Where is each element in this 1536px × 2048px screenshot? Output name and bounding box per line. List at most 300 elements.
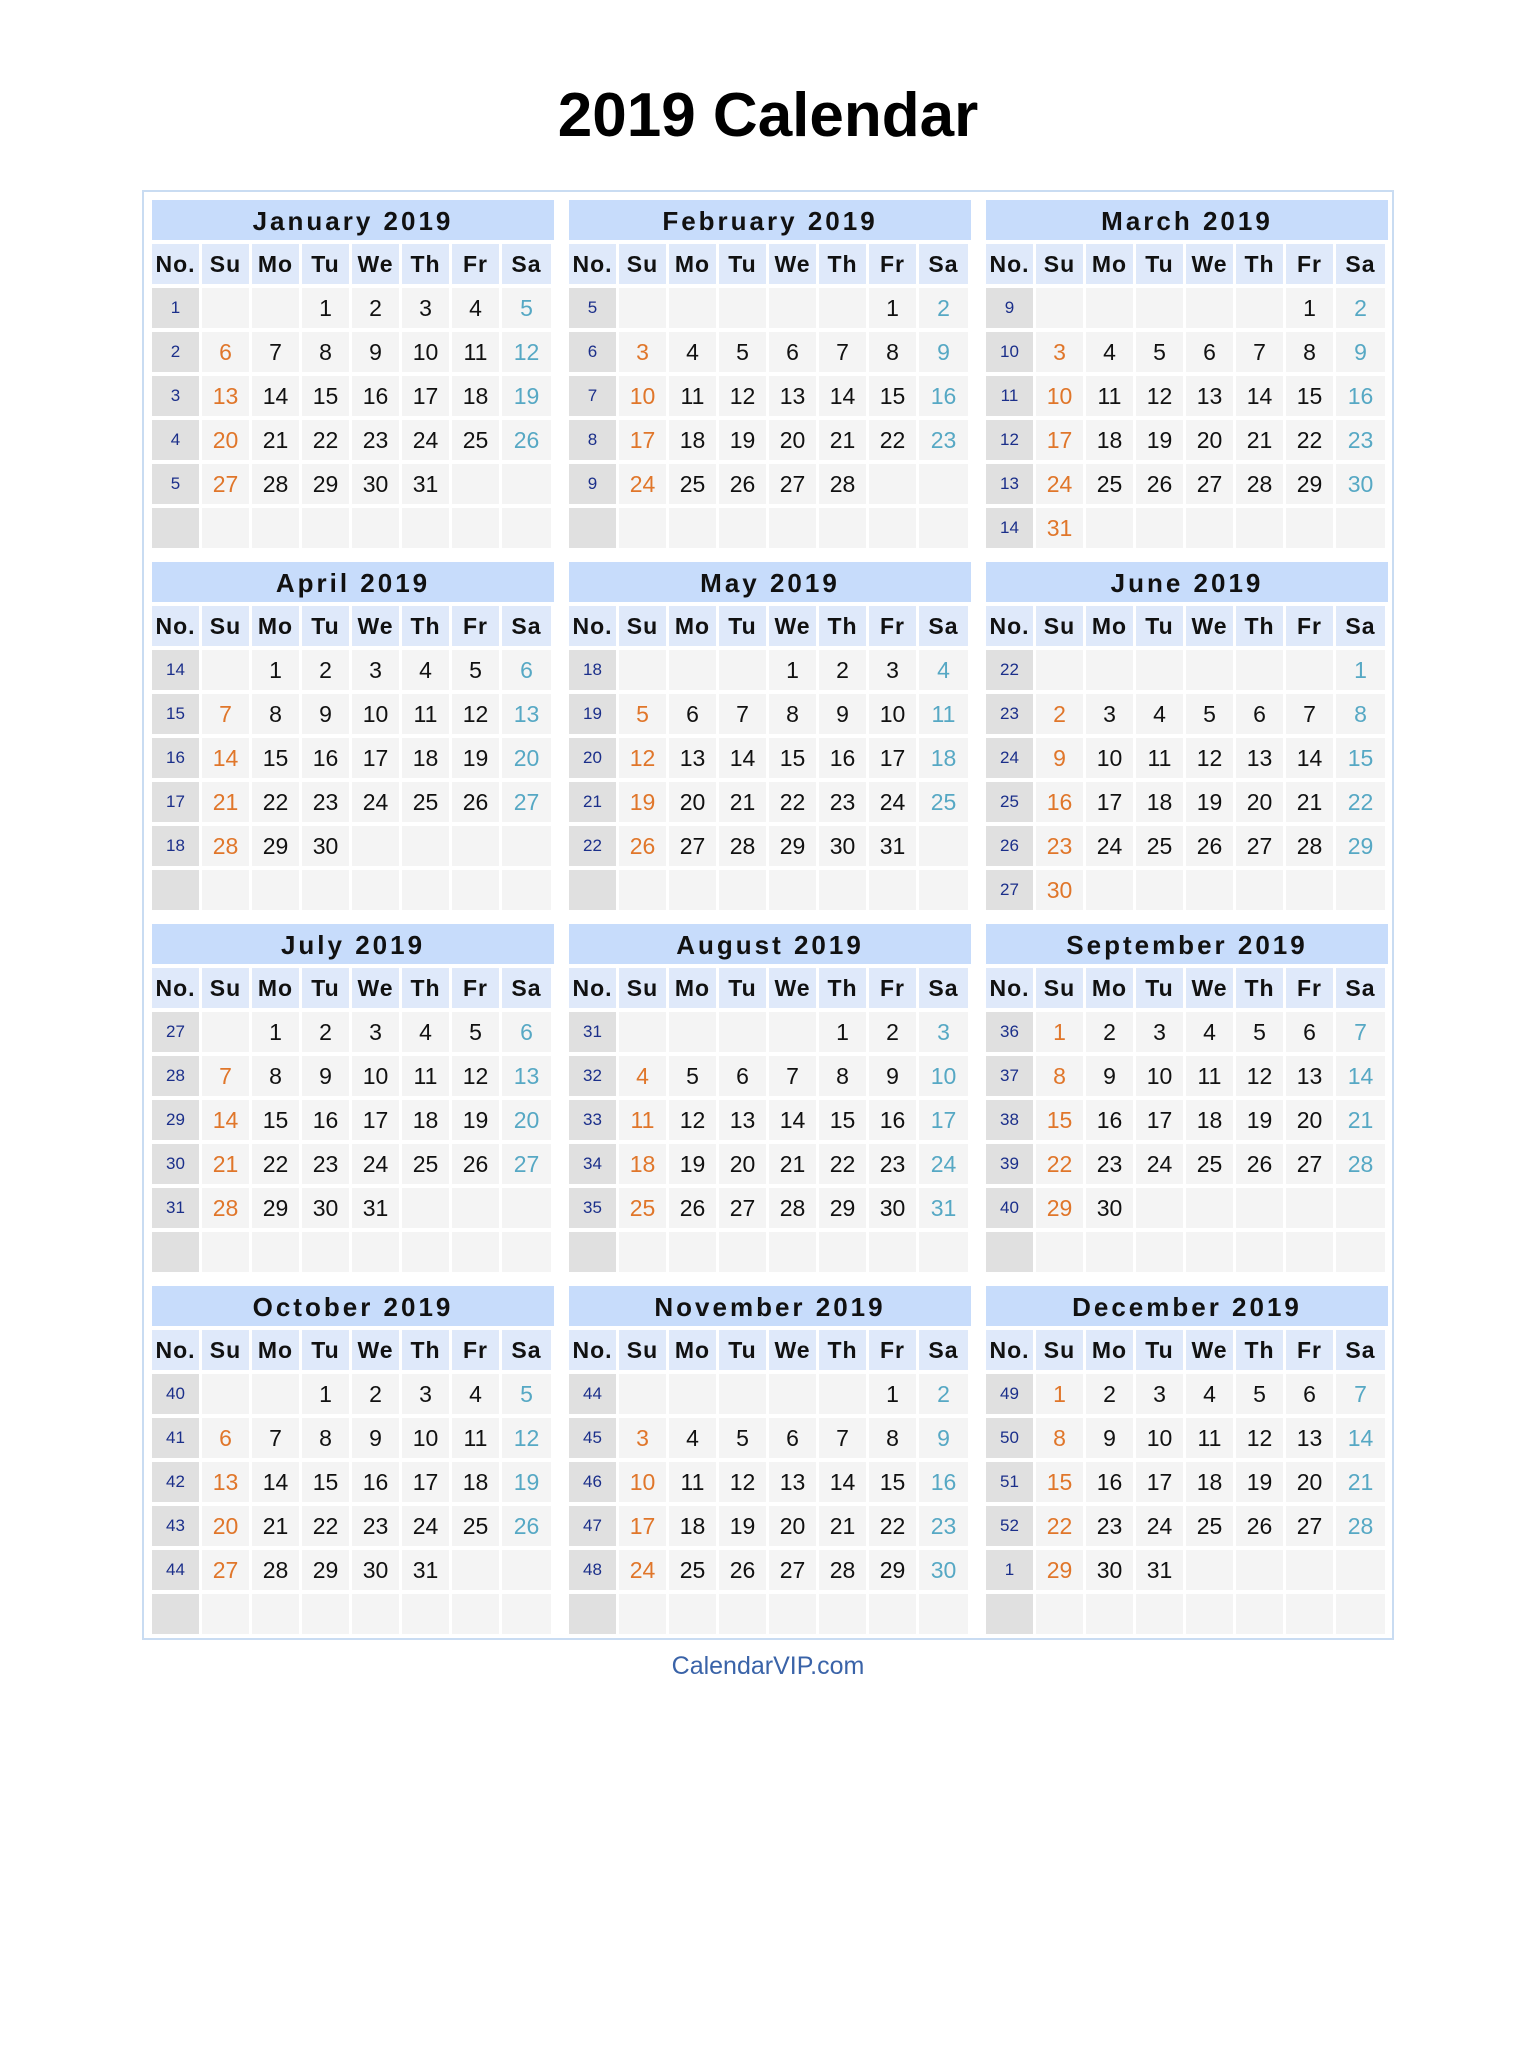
day-cell: 30 [302, 1188, 349, 1228]
weekday-header: We [1186, 606, 1233, 646]
day-cell: 22 [1036, 1506, 1083, 1546]
day-cell [302, 1232, 349, 1272]
day-cell: 5 [452, 1012, 499, 1052]
weekday-header: Sa [502, 1330, 551, 1370]
day-cell: 7 [719, 694, 766, 734]
day-cell [202, 870, 249, 910]
week-number: 31 [569, 1012, 616, 1052]
day-cell: 21 [252, 420, 299, 460]
week-number-header: No. [569, 1330, 616, 1370]
week-row [152, 1594, 554, 1634]
day-cell: 19 [1186, 782, 1233, 822]
day-cell: 3 [869, 650, 916, 690]
day-cell [719, 1594, 766, 1634]
day-cell: 26 [502, 420, 551, 460]
day-cell: 8 [302, 1418, 349, 1458]
week-number [152, 1594, 199, 1634]
day-cell: 9 [919, 332, 968, 372]
week-number: 14 [986, 508, 1033, 548]
weekday-header: Fr [1286, 1330, 1333, 1370]
weekday-header: Su [619, 968, 666, 1008]
day-cell [819, 1232, 866, 1272]
weekday-header: Mo [1086, 1330, 1133, 1370]
day-cell: 7 [252, 332, 299, 372]
day-cell: 25 [669, 1550, 716, 1590]
week-row [569, 1144, 971, 1184]
week-row [152, 1232, 554, 1272]
weekday-header: Mo [252, 244, 299, 284]
day-cell: 8 [869, 1418, 916, 1458]
weekday-header: Su [202, 1330, 249, 1370]
day-cell: 2 [302, 1012, 349, 1052]
day-cell: 24 [619, 1550, 666, 1590]
day-cell: 2 [1036, 694, 1083, 734]
day-cell: 13 [502, 1056, 551, 1096]
weekday-header: Fr [869, 1330, 916, 1370]
day-cell: 29 [819, 1188, 866, 1228]
day-cell: 25 [452, 420, 499, 460]
day-cell: 26 [1186, 826, 1233, 866]
day-cell: 22 [252, 1144, 299, 1184]
day-cell: 3 [352, 1012, 399, 1052]
day-cell: 21 [819, 420, 866, 460]
day-cell: 18 [619, 1144, 666, 1184]
day-cell: 6 [1286, 1012, 1333, 1052]
day-cell [252, 288, 299, 328]
day-cell: 8 [252, 694, 299, 734]
day-cell: 18 [402, 738, 449, 778]
day-cell: 23 [352, 1506, 399, 1546]
day-cell [452, 826, 499, 866]
day-cell: 7 [202, 694, 249, 734]
day-cell: 30 [1086, 1188, 1133, 1228]
week-row [152, 694, 554, 734]
day-cell: 23 [1086, 1506, 1133, 1546]
day-cell [769, 508, 816, 548]
day-cell: 15 [302, 1462, 349, 1502]
day-cell: 20 [769, 420, 816, 460]
weekday-header: Mo [1086, 606, 1133, 646]
day-cell [1086, 1232, 1133, 1272]
week-number: 33 [569, 1100, 616, 1140]
day-cell: 20 [769, 1506, 816, 1546]
day-cell: 3 [619, 1418, 666, 1458]
week-row [569, 332, 971, 372]
day-cell: 18 [669, 420, 716, 460]
day-cell [1086, 288, 1133, 328]
day-cell: 25 [1186, 1144, 1233, 1184]
weekday-header: Mo [252, 1330, 299, 1370]
day-cell: 9 [302, 694, 349, 734]
day-cell [819, 870, 866, 910]
day-cell: 16 [302, 1100, 349, 1140]
day-cell [919, 508, 968, 548]
day-cell: 29 [1036, 1188, 1083, 1228]
weekday-header: Sa [502, 244, 551, 284]
day-cell: 17 [1086, 782, 1133, 822]
day-cell: 16 [352, 376, 399, 416]
day-cell: 20 [719, 1144, 766, 1184]
weekday-header: Tu [1136, 606, 1183, 646]
week-number: 39 [986, 1144, 1033, 1184]
day-cell [1186, 1594, 1233, 1634]
day-cell: 15 [252, 738, 299, 778]
day-cell: 3 [619, 332, 666, 372]
week-number [569, 1594, 616, 1634]
week-number: 1 [986, 1550, 1033, 1590]
week-number: 13 [986, 464, 1033, 504]
day-cell: 27 [502, 782, 551, 822]
day-cell: 13 [769, 1462, 816, 1502]
day-cell: 21 [1236, 420, 1283, 460]
day-cell: 22 [1286, 420, 1333, 460]
week-row [152, 782, 554, 822]
day-cell: 24 [402, 1506, 449, 1546]
day-cell: 24 [402, 420, 449, 460]
day-cell [1336, 508, 1385, 548]
day-cell: 16 [352, 1462, 399, 1502]
day-cell: 21 [202, 782, 249, 822]
week-number: 43 [152, 1506, 199, 1546]
day-cell [669, 870, 716, 910]
week-number [569, 870, 616, 910]
day-cell [919, 870, 968, 910]
day-cell: 31 [869, 826, 916, 866]
day-cell: 8 [1036, 1056, 1083, 1096]
day-cell [619, 1374, 666, 1414]
week-row [569, 1462, 971, 1502]
day-cell: 14 [719, 738, 766, 778]
week-row [152, 1188, 554, 1228]
week-number [569, 1232, 616, 1272]
week-row [152, 508, 554, 548]
day-cell [919, 826, 968, 866]
day-cell: 21 [1336, 1100, 1385, 1140]
day-cell: 30 [869, 1188, 916, 1228]
day-cell: 12 [452, 1056, 499, 1096]
day-cell [1286, 1232, 1333, 1272]
weekday-header: Fr [1286, 968, 1333, 1008]
week-row [152, 376, 554, 416]
day-cell: 25 [1136, 826, 1183, 866]
weekday-header-row [152, 1330, 554, 1370]
weekday-header: We [352, 1330, 399, 1370]
weekday-header: Sa [919, 606, 968, 646]
week-number: 2 [152, 332, 199, 372]
weekday-header: Tu [1136, 244, 1183, 284]
weekday-header: Sa [1336, 244, 1385, 284]
day-cell: 19 [619, 782, 666, 822]
day-cell: 21 [1286, 782, 1333, 822]
weekday-header: We [769, 1330, 816, 1370]
day-cell [719, 508, 766, 548]
day-cell [352, 1594, 399, 1634]
weekday-header: Su [202, 244, 249, 284]
weekday-header: Th [819, 606, 866, 646]
week-row [986, 1506, 1388, 1546]
day-cell: 22 [869, 420, 916, 460]
day-cell: 29 [1286, 464, 1333, 504]
day-cell: 7 [819, 332, 866, 372]
day-cell: 23 [1336, 420, 1385, 460]
week-row [569, 650, 971, 690]
day-cell [769, 1232, 816, 1272]
day-cell: 22 [769, 782, 816, 822]
day-cell [769, 870, 816, 910]
day-cell: 21 [1336, 1462, 1385, 1502]
week-number: 44 [569, 1374, 616, 1414]
day-cell: 2 [352, 288, 399, 328]
weekday-header-row [152, 606, 554, 646]
day-cell: 1 [252, 1012, 299, 1052]
day-cell: 19 [1136, 420, 1183, 460]
month-header: April 2019 [152, 562, 554, 602]
day-cell: 25 [1086, 464, 1133, 504]
day-cell: 18 [402, 1100, 449, 1140]
week-number: 40 [986, 1188, 1033, 1228]
day-cell [1186, 508, 1233, 548]
day-cell: 19 [719, 420, 766, 460]
day-cell: 5 [1236, 1374, 1283, 1414]
weekday-header: Th [1236, 244, 1283, 284]
day-cell: 25 [669, 464, 716, 504]
day-cell: 6 [669, 694, 716, 734]
week-number: 36 [986, 1012, 1033, 1052]
day-cell: 19 [1236, 1462, 1283, 1502]
weekday-header-row [986, 606, 1388, 646]
day-cell [619, 870, 666, 910]
day-cell: 21 [719, 782, 766, 822]
day-cell [1036, 288, 1083, 328]
day-cell: 26 [669, 1188, 716, 1228]
week-row [986, 1374, 1388, 1414]
day-cell: 23 [1086, 1144, 1133, 1184]
weekday-header: Th [1236, 1330, 1283, 1370]
week-number: 32 [569, 1056, 616, 1096]
week-number: 9 [569, 464, 616, 504]
day-cell: 11 [1136, 738, 1183, 778]
day-cell: 8 [1036, 1418, 1083, 1458]
day-cell: 27 [502, 1144, 551, 1184]
weekday-header: We [352, 244, 399, 284]
day-cell: 30 [919, 1550, 968, 1590]
day-cell [202, 508, 249, 548]
day-cell: 1 [1036, 1374, 1083, 1414]
day-cell [1286, 1188, 1333, 1228]
day-cell: 18 [1186, 1100, 1233, 1140]
week-row [986, 332, 1388, 372]
day-cell: 6 [1186, 332, 1233, 372]
day-cell [1136, 1188, 1183, 1228]
weekday-header: Su [1036, 606, 1083, 646]
day-cell [202, 1012, 249, 1052]
week-number: 22 [986, 650, 1033, 690]
week-row [986, 464, 1388, 504]
day-cell: 28 [202, 826, 249, 866]
week-number: 27 [986, 870, 1033, 910]
day-cell [619, 1594, 666, 1634]
day-cell: 6 [1236, 694, 1283, 734]
day-cell: 10 [1136, 1056, 1183, 1096]
day-cell [1186, 1550, 1233, 1590]
week-row [986, 870, 1388, 910]
week-number: 48 [569, 1550, 616, 1590]
day-cell [819, 508, 866, 548]
day-cell: 13 [1286, 1418, 1333, 1458]
day-cell [502, 1594, 551, 1634]
day-cell: 7 [1336, 1012, 1385, 1052]
weekday-header: Su [1036, 244, 1083, 284]
day-cell [719, 1232, 766, 1272]
day-cell: 8 [769, 694, 816, 734]
week-number-header: No. [152, 606, 199, 646]
day-cell [302, 870, 349, 910]
week-row [986, 288, 1388, 328]
day-cell: 17 [352, 1100, 399, 1140]
day-cell: 4 [452, 1374, 499, 1414]
week-number-header: No. [569, 244, 616, 284]
day-cell: 29 [252, 1188, 299, 1228]
day-cell: 1 [769, 650, 816, 690]
day-cell: 16 [1086, 1462, 1133, 1502]
week-number: 11 [986, 376, 1033, 416]
day-cell [1136, 288, 1183, 328]
day-cell [1286, 508, 1333, 548]
week-row [152, 1462, 554, 1502]
month-header: November 2019 [569, 1286, 971, 1326]
week-row [986, 376, 1388, 416]
weekday-header: Sa [1336, 968, 1385, 1008]
week-number: 9 [986, 288, 1033, 328]
day-cell: 19 [502, 376, 551, 416]
day-cell: 24 [919, 1144, 968, 1184]
day-cell: 25 [919, 782, 968, 822]
day-cell: 2 [302, 650, 349, 690]
weekday-header: Th [402, 1330, 449, 1370]
weekday-header: Mo [669, 606, 716, 646]
day-cell: 13 [769, 376, 816, 416]
day-cell: 15 [1336, 738, 1385, 778]
day-cell: 29 [869, 1550, 916, 1590]
day-cell: 8 [869, 332, 916, 372]
day-cell: 16 [869, 1100, 916, 1140]
weekday-header: Tu [1136, 1330, 1183, 1370]
day-cell: 10 [1086, 738, 1133, 778]
day-cell: 28 [252, 464, 299, 504]
day-cell: 26 [502, 1506, 551, 1546]
weekday-header: Fr [1286, 244, 1333, 284]
week-number: 5 [569, 288, 616, 328]
day-cell: 11 [669, 376, 716, 416]
weekday-header: We [352, 606, 399, 646]
day-cell: 12 [1236, 1418, 1283, 1458]
month-header: March 2019 [986, 200, 1388, 240]
day-cell [202, 1594, 249, 1634]
week-number: 16 [152, 738, 199, 778]
day-cell: 23 [919, 1506, 968, 1546]
week-row [986, 1418, 1388, 1458]
day-cell: 28 [1336, 1506, 1385, 1546]
day-cell: 2 [919, 288, 968, 328]
day-cell: 12 [719, 1462, 766, 1502]
day-cell [1236, 1594, 1283, 1634]
day-cell: 24 [352, 782, 399, 822]
day-cell: 13 [1186, 376, 1233, 416]
day-cell [402, 1232, 449, 1272]
day-cell: 12 [1236, 1056, 1283, 1096]
day-cell: 18 [452, 376, 499, 416]
week-row [986, 1594, 1388, 1634]
week-row [986, 1188, 1388, 1228]
day-cell: 19 [452, 1100, 499, 1140]
day-cell: 3 [1036, 332, 1083, 372]
day-cell: 10 [352, 694, 399, 734]
day-cell: 13 [1236, 738, 1283, 778]
weekday-header: We [769, 244, 816, 284]
day-cell [1186, 650, 1233, 690]
day-cell: 14 [202, 1100, 249, 1140]
weekday-header: Su [202, 968, 249, 1008]
day-cell: 16 [819, 738, 866, 778]
month-table [152, 562, 554, 914]
week-number [569, 508, 616, 548]
week-number-header: No. [152, 244, 199, 284]
calendar-frame [142, 190, 1394, 1640]
week-number [986, 1594, 1033, 1634]
week-number: 34 [569, 1144, 616, 1184]
day-cell: 9 [1086, 1056, 1133, 1096]
footer-link[interactable]: CalendarVIP.com [671, 1652, 865, 1680]
day-cell: 25 [402, 1144, 449, 1184]
week-row [152, 1012, 554, 1052]
day-cell [402, 870, 449, 910]
day-cell [502, 464, 551, 504]
day-cell [1236, 1232, 1283, 1272]
month-header: August 2019 [569, 924, 971, 964]
day-cell: 4 [452, 288, 499, 328]
day-cell: 4 [619, 1056, 666, 1096]
day-cell: 26 [619, 826, 666, 866]
week-row [569, 1506, 971, 1546]
weekday-header: Su [1036, 968, 1083, 1008]
day-cell [769, 1374, 816, 1414]
day-cell [869, 1232, 916, 1272]
weekday-header: We [769, 968, 816, 1008]
day-cell: 13 [669, 738, 716, 778]
weekday-header: Su [619, 244, 666, 284]
day-cell [819, 288, 866, 328]
week-row [569, 464, 971, 504]
day-cell [252, 1232, 299, 1272]
week-row [986, 508, 1388, 548]
week-row [152, 650, 554, 690]
day-cell: 9 [919, 1418, 968, 1458]
weekday-header: We [352, 968, 399, 1008]
weekday-header: Tu [302, 968, 349, 1008]
day-cell: 4 [1136, 694, 1183, 734]
day-cell: 3 [402, 1374, 449, 1414]
day-cell: 20 [1186, 420, 1233, 460]
weekday-header: Th [819, 968, 866, 1008]
day-cell: 23 [352, 420, 399, 460]
week-row [569, 694, 971, 734]
day-cell: 11 [619, 1100, 666, 1140]
day-cell: 11 [669, 1462, 716, 1502]
day-cell [252, 1594, 299, 1634]
day-cell: 22 [869, 1506, 916, 1546]
day-cell: 12 [1136, 376, 1183, 416]
weekday-header: Mo [669, 968, 716, 1008]
